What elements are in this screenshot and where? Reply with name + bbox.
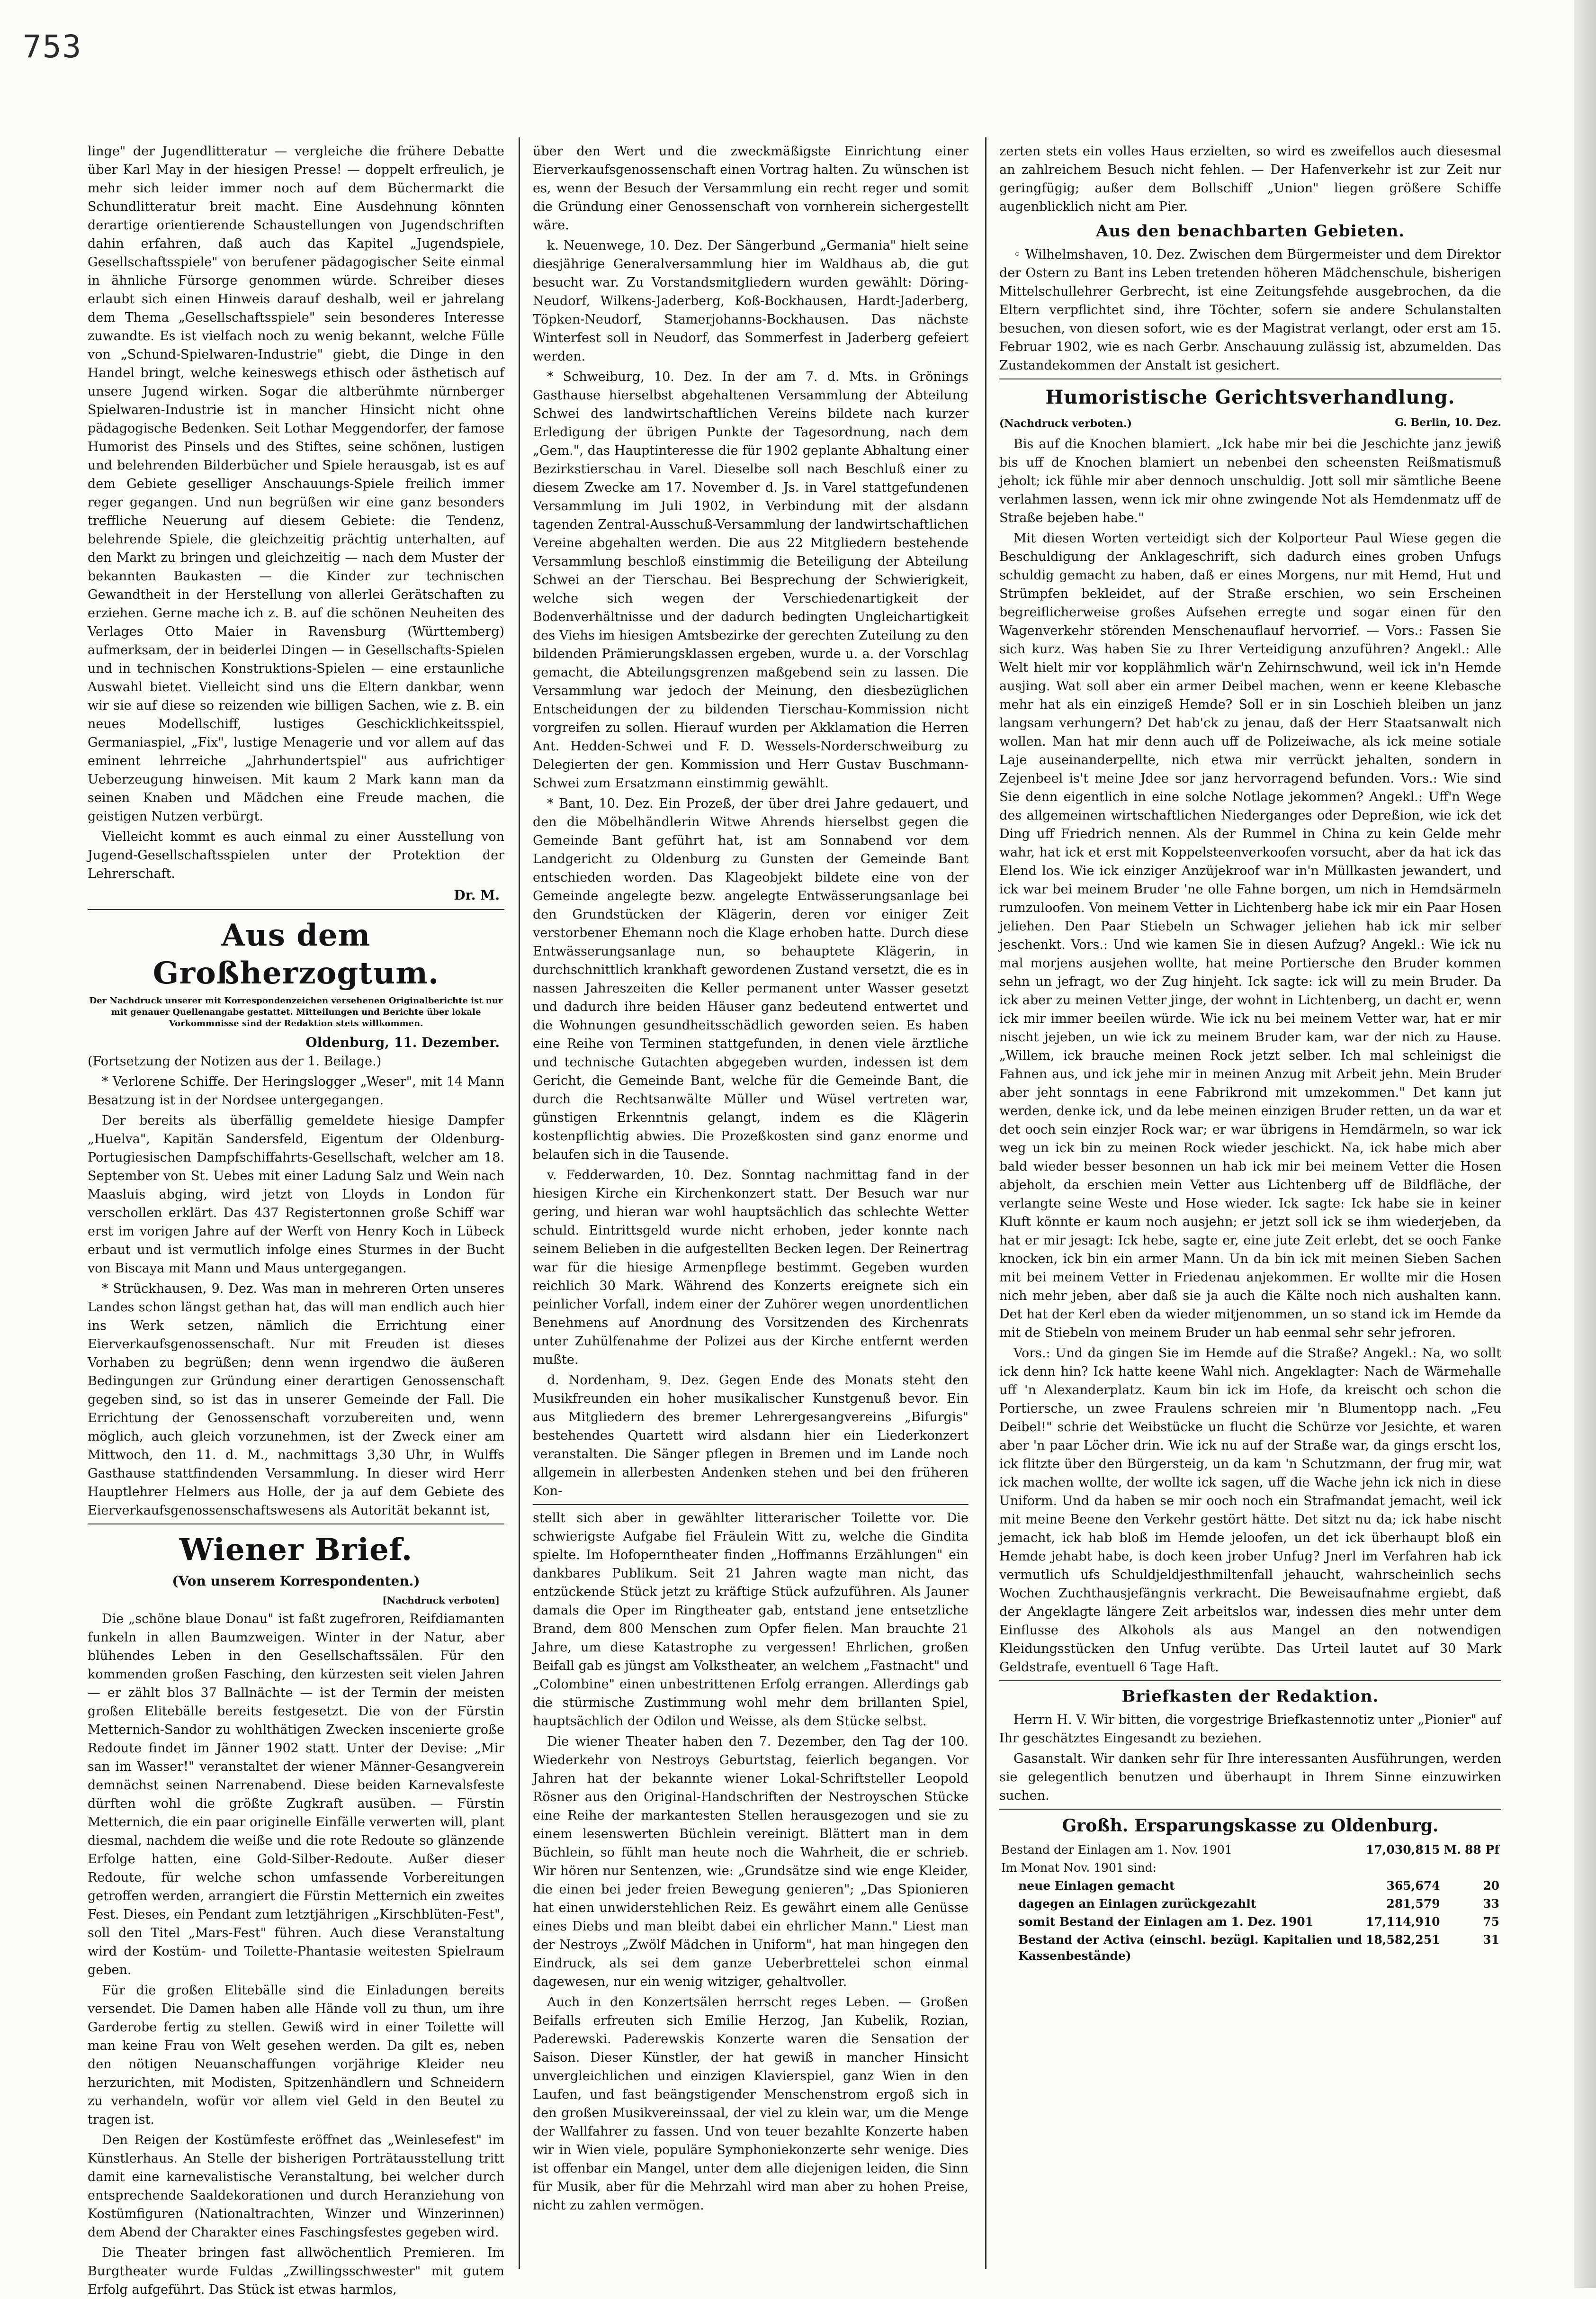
table-cell-label: Bestand der Einlagen am 1. Nov. 1901	[1001, 1843, 1232, 1857]
dateline: Oldenburg, 11. Dezember.	[305, 1035, 500, 1050]
article-text: Der bereits als überfällig gemeldete hiesige Dampfer „Huelva", Kapitän Sandersfeld, Eigentum der Oldenburg-Portugiesischen Dampfschiffahrts-Gesellschaft, welcher am 18. September von St. Uebes mit einer Ladung Salz und Wein nach Maasluis abging, wird jetzt von Lloyds in London für verschollen erklärt. Das 437 Registertonnen große Schiff war erst im vorigen Jahre auf der Werft von Henry Koch in Lübeck erbaut und ist vermutlich infolge eines Sturmes in der Bucht von Biscaya mit Mann und Maus untergegangen.	[88, 1113, 504, 1276]
article-text: Herrn H. V. Wir bitten, die vorgestrige Briefkastennotiz unter „Pionier" auf Ihr geschätztes Eingesandt zu beziehen.	[999, 1713, 1501, 1746]
article-text: Die „schöne blaue Donau" ist faßt zugefroren, Reifdiamanten funkeln in allen Baumzweigen. Winter in der Natur, aber blühendes Leben in den Gesellschaftssälen. Für den kommenden großen Fasching, den kürzesten seit vielen Jahren — er zählt blos 37 Ballnächte — ist der Termin der meisten großen Elitebälle bereits festgesetzt. Die von der Fürstin Metternich-Sandor zu wohlthätigen Zwecken inscenierte große Redoute findet im Jänner 1902 statt. Unter der Devise: „Mir san im Wasser!" veranstaltet der wiener Männer-Gesangverein demnächst seinen Narrenabend. Diese beiden Karnevalsfeste dürften wohl die größte Zugkraft ausüben. — Fürstin Metternich, die ein paar originelle Einfälle verwerten will, plant diesmal, nachdem die weiße und die rote Redoute so glänzende Erfolge hatten, eine Gold-Silber-Redoute. Außer dieser Redoute, für welche schon umfassende Vorbereitungen getroffen werden, arrangiert die Fürstin Metternich ein zweites Fest. Dieses, ein Pendant zum letztjährigen „Kirschblüten-Fest", soll den Titel „Mars-Fest" führen. Auch diese Veranstaltung wird der Kostüm- und Toilette-Phantasie weitesten Spielraum geben.	[88, 1612, 504, 1977]
reprint-note: Der Nachdruck unserer mit Korrespondenzeichen versehenen Originalberichte ist nur mit genauer Quellenangabe gestattet. Mitteilungen und Berichte über lokale Vorkommnisse sind der Redaktion stets willkommen.	[89, 996, 503, 1028]
article-text: k. Neuenwege, 10. Dez. Der Sängerbund „Germania" hielt seine diesjährige Generalversammlung hier im Waldhaus ab, die gut besucht war. Zu Vorstandsmitgliedern wurden gewählt: Döring-Neudorf, Wilkens-Jaderberg, Koß-Bockhausen, Hardt-Jaderberg, Töpken-Neudorf, Stamerjohanns-Bockhausen. Das nächste Winterfest soll in Neudorf, das Sommerfest in Jaderberg gefeiert werden.	[533, 238, 968, 364]
table-cell-value: 365,674	[1386, 1879, 1440, 1893]
article-text: stellt sich aber in gewählter litterarischer Toilette vor. Die schwierigste Aufgabe fiel Fräulein Witt zu, welche die Gindita spielte. Im Hofoperntheater finden „Hoffmanns Erzählungen" ein dankbares Publikum. Seit 21 Jahren wagte man nicht, das entzückende Stück jetzt zu kräftige Stück aufzuführen. Als Jauner damals die Oper im Ringtheater gab, entstand jene entsetzliche Brand, dem 800 Menschen zum Opfer fielen. Man brauchte 21 Jahre, um diese Katastrophe zu vergessen! Ehrlichen, großen Beifall gab es jüngst am Volkstheater, an welchem „Fastnacht" und „Colombine" einen unbestrittenen Erfolg errangen. Allerdings gab die stürmische Zustimmung wohl mehr dem brillanten Spiel, hauptsächlich der Odilon und Weisse, als dem Stücke selbst.	[533, 1511, 968, 1729]
table-cell-value: 17,030,815	[1365, 1843, 1440, 1857]
section-divider	[999, 1680, 1501, 1681]
table-cell-label: neue Einlagen gemacht	[1018, 1879, 1175, 1893]
table-cell-label: Bestand der Activa (einschl. bezügl. Kapitalien und Kassenbestände)	[1018, 1933, 1362, 1963]
article-text: Gasanstalt. Wir danken sehr für Ihre interessanten Ausführungen, werden sie gelegentlich benutzen und überhaupt in Ihrem Sinne einzuwirken suchen.	[999, 1751, 1501, 1803]
column-3	[999, 142, 1501, 2269]
table-cell-value: 18,582,251	[1365, 1933, 1440, 1947]
table-cell-unit	[1442, 1877, 1463, 1895]
table-cell-unit	[1442, 1913, 1463, 1931]
section-divider	[999, 1809, 1501, 1810]
savings-table	[999, 1841, 1501, 1965]
article-text: Auch in den Konzertsälen herrscht reges Leben. — Großen Beifalls erfreuten sich Emilie Herzog, Jan Kubelik, Rozian, Paderewski. Paderewskis Konzerte waren die Sensation der Saison. Dieser Künstler, der hat gewiß in mancher Hinsicht unvergleichlichen und einzigen Klavierspiel, ganz Wien in den Laufen, und fast beängstigender Menschenstrom ergoß sich in den großen Musikvereinssaal, der viel zu klein war, um die Menge der Wallfahrer zu fassen. Und von teuer bezahlte Konzerte haben wir in Wien viele, populäre Symphoniekonzerte sehr wenige. Dies ist offenbar ein Mangel, unter dem alle diejenigen leiden, die Sinn für Musik, aber für die Mehrzahl wird man aber zu hohen Preise, nicht zu zahlen vermögen.	[533, 1995, 968, 2213]
article-text: linge" der Jugendlitteratur — vergleiche die frühere Debatte über Karl May in der hiesigen Presse! — doppelt erfreulich, je mehr sich leider immer noch auf dem Büchermarkt die Schundlitteratur breit macht. Eine Ausdehnung könnten derartige orientierende Schaustellungen von Jugendschriften dahin erfahren, daß auch das Kapitel „Jugendspiele, Gesellschaftsspiele" von berufener pädagogischer Seite einmal in ähnliche Fürsorge genommen würde. Schreiber dieses erlaubt sich einen Hinweis darauf deshalb, weil er jahrelang dem Thema „Gesellschaftsspiele" sein besonderes Interesse zuwandte. Es ist vielfach noch zu wenig bekannt, welche Fülle von „Schund-Spielwaren-Industrie" giebt, die Dinge in den Handel bringt, welche keineswegs ethisch oder ästhetisch auf unsere Jugend wirken. Sogar die altberühmte nürnberger Spielwaren-Industrie ist in mancher Hinsicht nicht ohne pädagogische Bedenken. Seit Lothar Meggendorfer, der famose Humorist des Pinsels und des Stiftes, seine schönen, lustigen und belehrenden Bilderbücher und Spiele herausgab, ist es auf dem Gebiete geselliger Anschauungs-Spiele freilich immer reger gegangen. Und nun begrüßen wir eine ganz besonders treffliche Neuerung auf diesem Gebiete: die Tendenz, belehrende Spiele, die gleichzeitig prächtig unterhalten, auf den Markt zu bringen und gleichzeitig — nach dem Muster der bekannten Baukasten — die Kinder zur technischen Gewandtheit in der Herstellung von allerlei Gerätschaften zu erziehen. Gerne mache ich z. B. auf die schönen Neuheiten des Verlages Otto Maier in Ravensburg (Württemberg) aufmerksam, der in beiderlei Dingen — in Gesellschafts-Spielen und in technischen Konstruktions-Spielen — eine erstaunliche Auswahl bietet. Vielleicht sind uns die Eltern dankbar, wenn wir sie auf diese so reizenden wie billigen Sachen, wie z. B. ein neues Modellschiff, lustiges Geschicklichkeitsspiel, Germaniaspiel, „Fix", lustige Menagerie und vor allem auf das eminent lehrreiche „Jahrhundertspiel" aus aufrichtiger Ueberzeugung hinweisen. Mit kaum 2 Mark kann man da seinen Knaben und Mädchen eine Freude machen, die geistigen Nutzen verbürgt.	[88, 144, 504, 824]
reprint-note: (Nachdruck verboten.)	[999, 417, 1132, 430]
column-1	[88, 142, 504, 2297]
table-cell-value: 17,114,910	[1365, 1915, 1440, 1929]
page-number: 753	[23, 28, 82, 65]
table-row	[999, 1895, 1501, 1913]
section-divider	[533, 1504, 968, 1505]
column-rule	[519, 137, 520, 2269]
article-text: Für die großen Elitebälle sind die Einladungen bereits versendet. Die Damen haben alle Hände voll zu thun, um ihre Garderobe fertig zu stellen. Gewiß wird in einer Toilette will man keine Frau von Welt gesehen werden. Da gilt es, neben den nötigen Neuanschaffungen vorjährige Kleider neu herzurichten, mit Modisten, Spitzenhändlern und Schneidern zu verhandeln, wofür vor allem viel Geld in den Beutel zu tragen ist.	[88, 1983, 504, 2127]
article-text: * Verlorene Schiffe. Der Heringslogger „Weser", mit 14 Mann Besatzung ist in der Nordsee untergegangen.	[88, 1074, 504, 1108]
author-signature: Dr. M.	[454, 887, 500, 903]
article-text: Mit diesen Worten verteidigt sich der Kolporteur Paul Wiese gegen die Beschuldigung der Anklageschrift, sich dadurch eines groben Unfugs schuldig gemacht zu haben, daß er eines Morgens, nur mit Hemd, Hut und Strümpfen bekleidet, auf der Straße erschien, wo sein Erscheinen begreiflicherweise großes Aufsehen erregte und sogar einen für den Wagenverkehr störenden Menschenauflauf hervorrief. — Vors.: Fassen Sie sich kurz. Was haben Sie zu Ihrer Verteidigung anzuführen? Angekl.: Alle Welt hielt mir vor kopplähmlich wär'n Zehirnschwund, weil ick in'n Hemde ausjing. Wat soll aber ein armer Deibel machen, wenn er keene Klebasche mehr hat als ein einzigeß Hemde? Soll er in sin Loschieh bleiben un janz langsam verhungern? Det hab'ck zu jenau, daß der Herr Staatsanwalt nich wollen. Man hat mir denn auch uff de Polizeiwache, als ick meine sotiale Laje auseinanderpellte, nich etwa mir verrückt jehalten, sondern in Zejenbeel is't meine Jdee sor janz hervorragend befunden. Vors.: Wie sind Sie denn eigentlich in eine solche Notlage jekommen? Angekl.: Uff'n Wege des allgemeinen wirtschaftlichen Niederganges oder Depreßion, wie ick det Ding uff Friedrich nennen. Als der Rummel in China zu kein Gelde mehr wahr, hat ick et erst mit Koppelsteenverkoofen vorsucht, aber da hat ick das Elend los. Wie ick einziger Anzüjekroof war in'n Müllkasten jewandert, und ick war bei meinem Bruder 'ne olle Fahne borgen, um nich in Hemdsärmeln rumzuloofen. Von meinem Vetter in Lichtenberg habe ick mir ein Paar Hosen jeliehen. Den Paar Stiebeln un Schwager jeliehen hab ick mir selber jeschenkt. Vors.: Und wie kamen Sie in diesen Aufzug? Angekl.: Wie ick nu mal morjens ausjehen wollte, hat meine Portiersche den Bruder kommen sehn un jefragt, wo der Zug hinjeht. Ick sagte: ick will zu mein Bruder. Da ick aber zu meinen Vetter jinge, der wohnt in Lichtenberg, un dacht er, wenn ick mir immer beeilen würde. Wie ick nu bei meinem Vetter war, hat er mir nischt jejeben, un wie ick zu meinem Bruder kam, war der nich zu Hause. „Willem, ick brauche meinen Rock jetzt selber. Ich mal schleinigst die Fahnen aus, und ick jehe mir in meinen Anzug mit Arbeit jehn. Mein Bruder aber jeht sonntags in eene Fabrikrond mit umzekommen." Det kann jut werden, denke ick, und da lebe meinen einzigen Bruder retten, un da war et det ooch sein einzjer Rock war; er war übrigens in Hemdärmeln, so war ick weg un ick bin zu meinen Rock wieder jeschickt. Na, ick habe mich aber bald wieder besser besonnen un hab ick mir bei meinem Vetter die Hosen abjeholt, da erschien mein Vetter aus Lichtenberg uff de Bildfläche, der verlangte seine Weste und Hose wieder. Ick sagte: Ick habe sie in keiner Kluft könnte er kaum noch ausjehn; er jetzt soll ick se ihm wiederjeben, da hat er mir jesagt: Ick hebe, sagte er, eine jute Zeit erlebt, det se ooch Fanke knocken, ick bin ein armer Mann. Un da bin ick mit meinen Sieben Sachen mit bei meinem Vetter in Friedenau anjekommen. Er wollte mir die Hosen nich mehr jeben, aber daß sie ja auch die Kälte noch nich aushalten kann. Det hat der Kerl eben da wieder mitjenommen, un so stand ick im Hemde da mit de Stiebeln von meinem Bruder un hab eenmal sehr sehr jefroren.	[999, 531, 1501, 1340]
article-text: d. Nordenham, 9. Dez. Gegen Ende des Monats steht den Musikfreunden ein hoher musikalischer Kunstgenuß bevor. Ein aus Mitgliedern des bremer Lehrergesangvereins „Bifurgis" bestehendes Quartett wird alsdann hier ein Liederkonzert veranstalten. Die Sänger pflegen in Bremen und im Lande noch allgemein in allerbesten Andenken stehen und bei den früheren Kon-	[533, 1373, 968, 1498]
section-title: Briefkasten der Redaktion.	[1121, 1687, 1379, 1706]
article-text: * Bant, 10. Dez. Ein Prozeß, der über drei Jahre gedauert, und den die Möbelhändlerin Witwe Ahrends hierselbst gegen die Gemeinde Bant geführt hat, ist am Sonnabend vor dem Landgericht zu Oldenburg zu Gunsten der Gemeinde Bant entschieden worden. Das Klageobjekt bildete eine von der Gemeinde angelegte bezw. angelegte Entwässerungsanlage bei den Grundstücken der Klägerin, deren vor einiger Zeit verstorbener Ehemann noch die Klage erhoben hatte. Durch diese Entwässerungsanlage nun, so behauptete Klägerin, in durchschnittlich krankhaft gewordenen Zustand versetzt, die es in nassen Jahreszeiten die Keller permanent unter Wasser gesetzt und dadurch ihre beiden Häuser ganz bedeutend entwertet und die Wohnungen gesundheitsschädlich geworden seien. Es haben eine Reihe von Terminen stattgefunden, in denen viele ärztliche und technische Gutachten abgegeben wurden, indessen ist dem Gericht, die Gemeinde Bant, welche für die Gemeinde Bant, die durch die Rechtsanwälte Müller und Wüsel vertreten war, günstigen Erkenntnis gelangt, indem es die Klägerin kostenpflichtig abwies. Die Prozeßkosten sind ganz enorme und belaufen sich in die Tausende.	[533, 796, 968, 1162]
article-text: * Schweiburg, 10. Dez. In der am 7. d. Mts. in Grönings Gasthause hierselbst abgehaltenen Versammlung der Abteilung Schwei des landwirtschaftlichen Vereins bildete nach kurzer Erledigung der übrigen Punkte der Tagesordnung, nach dem „Gem.", das Hauptinteresse die für 1902 geplante Abhaltung einer Bezirkstierschau in Varel. Dieselbe soll nach Beschluß einer zu diesem Zwecke am 17. November d. Js. in Varel stattgefundenen Versammlung im Juli 1902, in Verbindung mit der alsdann tagenden Zentral-Ausschuß-Versammlung der landwirtschaftlichen Vereine abgehalten werden. Die aus 22 Mitgliedern bestehende Versammlung beschloß einstimmig die Beteiligung der Abteilung Schwei an der Tierschau. Bei Besprechung der Schwierigkeit, welche sich wegen der Verschiedenartigkeit der Bodenverhältnisse und der dadurch bedingten Ungleichartigkeit des Viehs im hiesigen Amtsbezirke der gerechten Zuteilung zu den bildenden Prämierungsklassen ergeben, wurde u. a. der Vorschlag gemacht, die Abteilungsgrenzen maßgebend sein zu lassen. Die Versammlung war jedoch der Meinung, den diesbezüglichen Entscheidungen der zu bildenden Tierschau-Kommission nicht vorgreifen zu sollen. Hierauf wurden per Akklamation die Herren Ant. Hedden-Schwei und F. D. Wessels-Norderschweiburg zu Delegierten der gen. Kommission und Herr Gustav Buschmann-Schwei zum Ersatzmann einstimmig gewählt.	[533, 370, 968, 791]
section-title: Aus den benachbarten Gebieten.	[1095, 222, 1405, 241]
article-text: Die Theater bringen fast allwöchentlich Premieren. Im Burgtheater wurde Fuldas „Zwillingsschwester" mit gutem Erfolg aufgeführt. Das Stück ist etwas harmlos,	[88, 2245, 504, 2297]
table-cell-value	[1364, 1859, 1442, 1877]
section-title: Aus dem Großherzogtum.	[152, 918, 439, 991]
section-divider	[88, 909, 504, 910]
article-text: (Fortsetzung der Notizen aus der 1. Beilage.)	[88, 1054, 382, 1069]
article-text: Bis auf die Knochen blamiert. „Ick habe mir bei die Jeschichte janz jewiß bis uff de Knochen blamiert un nebenbei den scheensten Reißmatismuß jeholt; ick fühle mir aber dennoch unschuldig. Jott soll mir sämtliche Beene verlahmen lassen, wenn ick mir ohne zwingende Not als Hemdenmatz uff de Straße bejeben habe."	[999, 437, 1501, 525]
table-cell-unit	[1442, 1859, 1463, 1877]
table-cell-cents: 33	[1483, 1897, 1499, 1911]
table-cell-cents	[1463, 1859, 1501, 1877]
section-subtitle: (Von unserem Korrespondenten.)	[172, 1573, 420, 1589]
article-text: * Strückhausen, 9. Dez. Was man in mehreren Orten unseres Landes schon längst gethan hat, das will man endlich auch hier ins Werk setzen, nämlich die Errichtung einer Eierverkaufsgenossenschaft. Nur mit Freuden ist dieses Vorhaben zu begrüßen; denn wenn irgendwo die äußeren Bedingungen zur Gründung einer derartigen Genossenschaft gegeben sind, so ist das in unserer Gemeinde der Fall. Die Errichtung der Genossenschaft vorzubereiten und, wenn möglich, auch gleich vorzunehmen, ist der Zweck einer am Mittwoch, den 11. d. M., nachmittags 3,30 Uhr, in Wulffs Gasthause stattfindenden Versammlung. In dieser wird Herr Hauptlehrer Helmers aus Holle, der ja auf dem Gebiete des Eierverkaufsgenossenschaftswesens als Autorität bekannt ist,	[88, 1281, 504, 1518]
section-title: Humoristische Gerichtsverhandlung.	[1045, 386, 1455, 408]
table-cell-cents: 75	[1483, 1915, 1499, 1929]
table-row	[999, 1877, 1501, 1895]
section-title: Großh. Ersparungskasse zu Oldenburg.	[1062, 1816, 1439, 1836]
article-text: Vielleicht kommt es auch einmal zu einer Ausstellung von Jugend-Gesellschaftsspielen unter der Protektion der Lehrerschaft.	[88, 829, 504, 881]
table-cell-unit: M.	[1444, 1843, 1461, 1857]
table-cell-label: somit Bestand der Einlagen am 1. Dez. 1901	[1018, 1915, 1314, 1929]
table-row	[999, 1841, 1501, 1859]
reprint-note: [Nachdruck verboten]	[382, 1595, 500, 1606]
article-text: über den Wert und die zweckmäßigste Einrichtung einer Eierverkaufsgenossenschaft einen Vortrag halten. Zu wünschen ist es, wenn der Besuch der Versammlung ein recht reger und somit die Gründung einer Genossenschaft von vornherein sichergestellt wäre.	[533, 144, 968, 233]
section-title: Wiener Brief.	[179, 1532, 413, 1568]
table-cell-cents: 20	[1483, 1879, 1499, 1893]
table-cell-unit	[1442, 1931, 1463, 1965]
table-row	[999, 1913, 1501, 1931]
article-text: Die wiener Theater haben den 7. Dezember, den Tag der 100. Wiederkehr von Nestroys Geburtstag, feierlich begangen. Vor Jahren hat der bekannte wiener Lokal-Schriftsteller Leopold Rösner aus den Original-Handschriften der Nestroyschen Stücke eine Reihe der markantesten Stellen herausgezogen und sie zu einem lesenswerten Büchlein vereinigt. Blättert man in dem Büchlein, so fühlt man heute noch die Wahrheit, die er schrieb. Wir hören nur Sentenzen, wie: „Grundsätze sind wie enge Kleider, die einen bei jeder freien Bewegung genieren"; „Das Spionieren hat einen unwiderstehlichen Reiz. Es gewährt einem alle Genüsse eines Diebs und man bleibt dabei ein ehrlicher Mann." Liest man der Nestroys „Zwölf Mädchen in Uniform", hat man hingegen den Eindruck, als sei dem ganze Ueberbrettelei schon einmal dagewesen, nur ein wenig witziger, gehaltvoller.	[533, 1734, 968, 1989]
table-cell-label: Im Monat Nov. 1901 sind:	[1001, 1861, 1157, 1875]
column-2	[533, 142, 968, 2269]
article-text: ◦ Wilhelmshaven, 10. Dez. Zwischen dem Bürgermeister und dem Direktor der Ostern zu Bant ins Leben tretenden höheren Mädchenschule, bisherigen Mittelschullehrer Gerbrecht, ist eine Zeitungsfehde ausgebrochen, da die Eltern verpflichtet sind, ihre Töchter, sofern sie andere Schulanstalten besuchen, von diesen sofort, wie es der Magistrat verlangt, oder erst am 15. Februar 1902, wie es nach Gerbr. Anschauung zulässig ist, abzumelden. Das Zustandekommen der Anstalt ist gesichert.	[999, 247, 1501, 373]
article-text: v. Fedderwarden, 10. Dez. Sonntag nachmittag fand in der hiesigen Kirche ein Kirchenkonzert statt. Der Besuch war nur gering, und hieran war wohl hauptsächlich das schlechte Wetter schuld. Eintrittsgeld wurde nicht erhoben, jeder konnte nach seinem Belieben in die aufgestellten Becken legen. Der Reinertrag war für die hiesige Armenpflege bestimmt. Gegeben wurden reichlich 30 Mark. Während des Konzerts ereignete sich ein peinlicher Vorfall, indem einer der Zuhörer wegen unordentlichen Benehmens auf Anordnung des Vorsitzenden des Kirchenrats unter Zuhülfenahme der Polizei aus der Kirche entfernt werden mußte.	[533, 1168, 968, 1367]
page-edge-shadow	[1574, 0, 1596, 2288]
table-cell-cents: 88 Pf	[1464, 1843, 1499, 1857]
article-text: Vors.: Und da gingen Sie im Hemde auf die Straße? Angekl.: Na, wo sollt ick denn hin? Ick hatte keene Wahl nich. Angeklagter: Nach de Wärmehalle uff 'n Alexanderplatz. Kaum bin ick im Hofe, da kreischt och schon die Portiersche, un zwee Fraulens schreien mir 'n Blumentopp nach. „Feu Deibel!" schrie det Weibstücke un flucht die Schürze vor Jesichte, et waren aber 'n paar Löcher drin. Wie ick nu auf der Straße war, da gings erscht los, ick flitzte über den Bürgersteig, un da kam 'n Schutzmann, der frug mir, wat ick machen wollte, der wollte ick sagen, uff die Wache jehn ick nich in diese Uniform. Und da haben se mir ooch noch ein Strafmandat jemacht, weil ick mit meine Beene den Verkehr gestört hätte. Det sitzt nu da; ick habe nischt jemacht, ick hab bloß im Hemde jeloofen, un det ick überhaupt bloß ein Hemde jehabt habe, is doch keen jrober Unfug? Jnerl im Verfahren hab ick vermutlich ufs Schuldjeldjesthmiltenfall jehaucht, wahrscheinlich sechs Wochen Zuchthausjefängnis verkracht. Die Beweisaufnahme ergiebt, daß der Angeklagte längere Zeit arbeitslos war, indessen dies mehr unter dem Einflusse des Alkohols als aus Mangel an den notwendigen Kleidungsstücken den Unfug verübte. Das Urteil lautet auf 30 Mark Geldstrafe, eventuell 6 Tage Haft.	[999, 1346, 1501, 1675]
article-text: Den Reigen der Kostümfeste eröffnet das „Weinlesefest" im Künstlerhaus. An Stelle der bisherigen Porträtausstellung tritt damit eine karnevalistische Veranstaltung, bei welcher durch entsprechende Saaldekorationen und durch Heranziehung von Kostümfiguren (Nationaltrachten, Winzer und Winzerinnen) dem Abend der Charakter eines Faschingsfestes gegeben wird.	[88, 2133, 504, 2240]
table-cell-value: 281,579	[1386, 1897, 1440, 1911]
table-cell-label: dagegen an Einlagen zurückgezahlt	[1018, 1897, 1256, 1911]
article-text: zerten stets ein volles Haus erzielten, so wird es zweifellos auch diesesmal an zahlreichem Besuch nicht fehlen. — Der Hafenverkehr ist zur Zeit nur geringfügig; außer dem Bollschiff „Union" liegen größere Schiffe augenblicklich nicht am Pier.	[999, 144, 1501, 214]
table-cell-cents: 31	[1483, 1933, 1499, 1947]
column-rule	[985, 137, 986, 2269]
table-row	[999, 1931, 1501, 1965]
dateline: G. Berlin, 10. Dez.	[1395, 416, 1501, 429]
table-cell-unit	[1442, 1895, 1463, 1913]
table-row	[999, 1859, 1501, 1877]
